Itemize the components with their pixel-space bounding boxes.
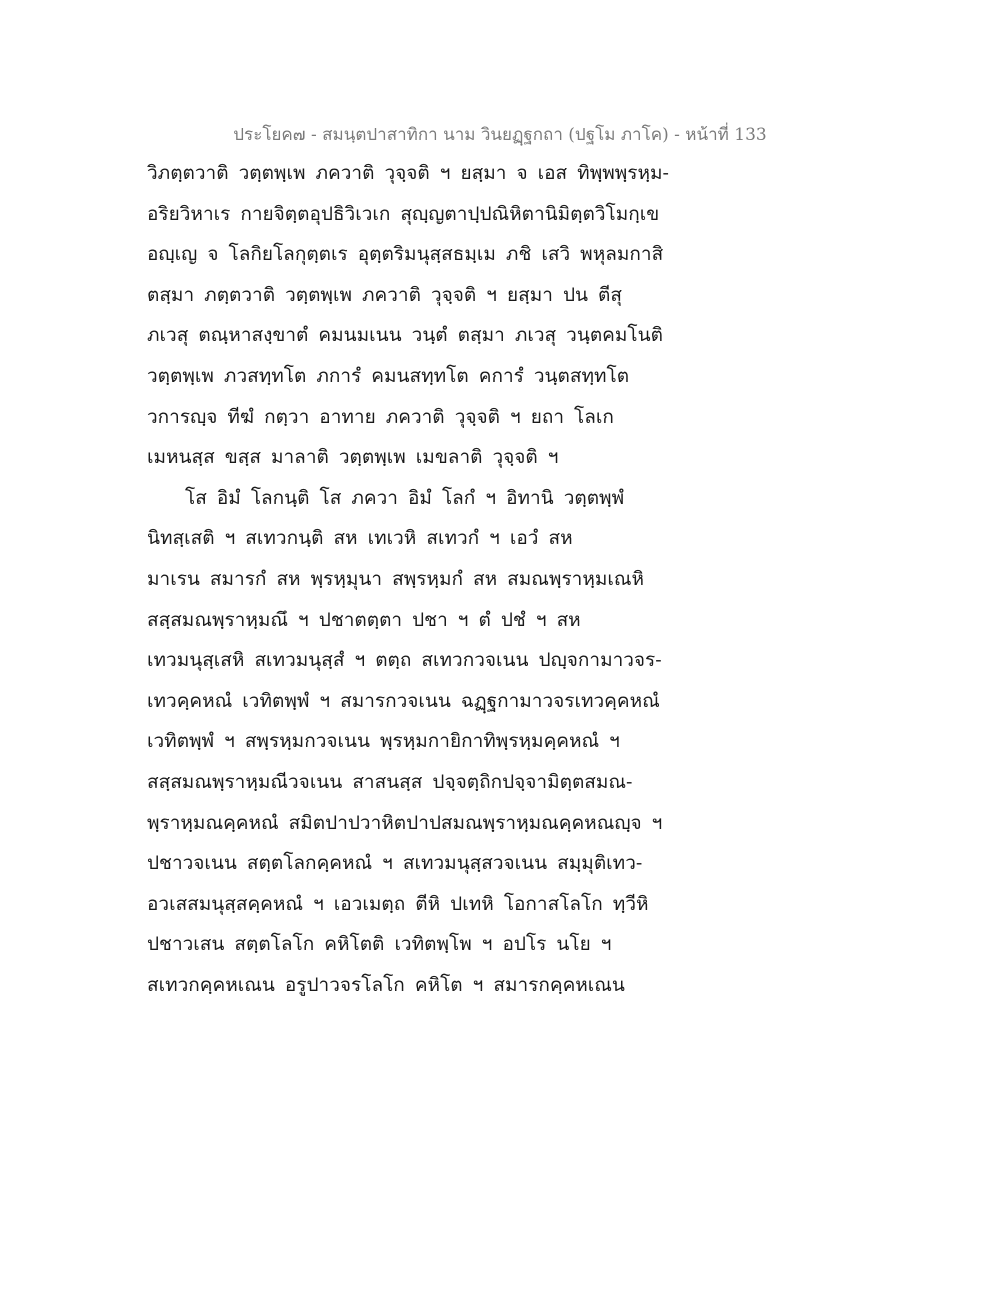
body-text [147,160,867,1012]
text-line: อริยวิหาเร กายจิตฺตอุปธิวิเวเก สุญฺญตาปฺปณิหิตานิมิตฺตวิโมกฺเข [147,202,660,225]
text-line: ภเวสุ ตณฺหาสงฺขาตํ คมนมเนน วนฺตํ ตสฺมา ภเวสุ วนฺตคมโนติ [147,324,663,347]
text-line: พฺราหฺมณคฺคหณํ สมิตปาปวาหิตปาปสมณพฺราหฺมณคฺคหณญฺจ ฯ [147,811,663,834]
text-line: เวทิตพฺพํ ฯ สพฺรหฺมกวจเนน พฺรหฺมกายิกาทิพฺรหฺมคฺคหณํ ฯ [147,730,620,753]
paragraph-start-line: โส อิมํ โลกนฺติ โส ภควา อิมํ โลกํ ฯ อิทานิ วตฺตพฺพํ [185,486,625,509]
text-line: วตฺตพฺเพ ภวสทฺทโต ภการํ คมนสทฺทโต คการํ วนฺตสทฺทโต [147,364,630,387]
running-header: ประโยค๗ - สมนฺตปาสาทิกา นาม วินยฏฺฐกถา (ปฐโม ภาโค) - หน้าที่ 133 [233,125,767,145]
text-line: วการญฺจ ทีฆํ กตฺวา อาทาย ภควาติ วุจฺจติ ฯ ยถา โลเก [147,405,614,428]
text-line: สสฺสมณพฺราหฺมณีวจเนน สาสนสฺส ปจฺจตฺถิกปจฺจามิตฺตสมณ- [147,770,633,793]
text-line: เมหนสฺส ขสฺส มาลาติ วตฺตพฺเพ เมขลาติ วุจฺจติ ฯ [147,446,559,469]
text-line: เทวมนุสฺเสหิ สเทวมนุสฺสํ ฯ ตตฺถ สเทวกวจเนน ปญฺจกามาวจร- [147,649,662,672]
text-line: ตสฺมา ภตฺตวาติ วตฺตพฺเพ ภควาติ วุจฺจติ ฯ ยสฺมา ปน ตีสุ [147,283,622,306]
text-line: สสฺสมณพฺราหฺมณึ ฯ ปชาตตฺตา ปชา ฯ ตํ ปชํ ฯ สห [147,608,581,631]
text-line: มาเรน สมารกํ สห พฺรหฺมุนา สพฺรหฺมกํ สห สมณพฺราหฺมเณหิ [147,567,645,590]
text-line: เทวคฺคหณํ เวทิตพฺพํ ฯ สมารกวจเนน ฉฏฺฐกามาวจรเทวคฺคหณํ [147,689,660,712]
text-line: ปชาวเสน สตฺตโลโก คหิโตติ เวทิตพฺโพ ฯ อปโร นโย ฯ [147,933,612,956]
text-line: นิทสฺเสติ ฯ สเทวกนฺติ สห เทเวหิ สเทวกํ ฯ เอวํ สห [147,527,573,550]
text-line: สเทวกคฺคหเณน อรูปาวจรโลโก คหิโต ฯ สมารกคฺคหเณน [147,973,625,996]
text-line: ปชาวจเนน สตฺตโลกคฺคหณํ ฯ สเทวมนุสฺสวจเนน สมฺมุติเทว- [147,852,643,875]
text-line: วิภตฺตวาติ วตฺตพฺเพ ภควาติ วุจฺจติ ฯ ยสฺมา จ เอส ทิพฺพพฺรหฺม- [147,162,669,184]
text-line: อวเสสมนุสฺสคฺคหณํ ฯ เอวเมตฺถ ตีหิ ปเทหิ โอกาสโลโก ทฺวีหิ [147,892,649,915]
text-line: อญฺเญ จ โลกิยโลกุตฺตเร อุตฺตริมนุสฺสธมฺเม ภชิ เสวิ พหุลมกาสิ [147,243,664,266]
